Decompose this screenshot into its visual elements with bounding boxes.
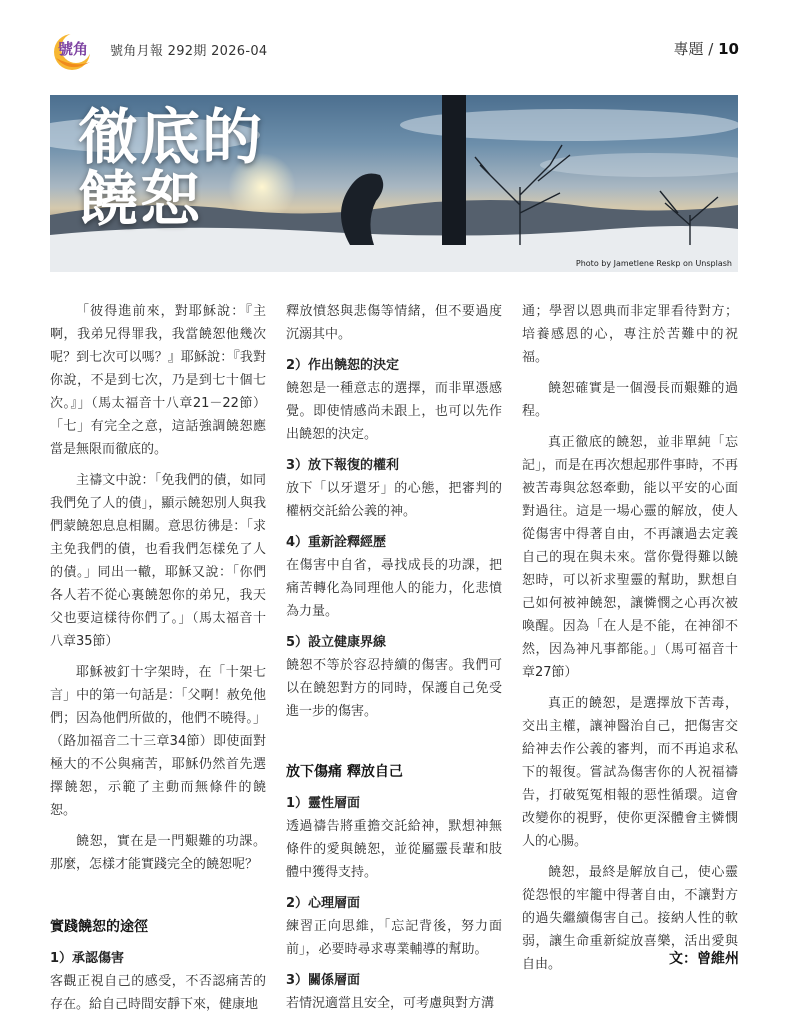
hero-image: [50, 95, 738, 272]
column-1: [50, 300, 266, 1024]
paragraph: 放下「以牙還牙」的心態，把審判的權柄交託給公義的神。: [286, 481, 502, 519]
paragraph: 通；學習以恩典而非定罪看待對方；培養感恩的心，專注於苦難中的祝福。: [522, 304, 738, 365]
paragraph: 若情況適當且安全，可考慮與對方溝: [286, 996, 495, 1011]
page-number: [674, 38, 739, 59]
article-title: [78, 103, 264, 235]
paragraph: 饒恕不等於容忍持續的傷害。我們可以在饒恕對方的同時，保護自己免受進一步的傷害。: [286, 658, 502, 719]
paragraph: 饒恕確實是一個漫長而艱難的過程。: [522, 381, 738, 419]
subheading: 5）設立健康界線: [286, 635, 387, 650]
subheading: 2）作出饒恕的決定: [286, 358, 400, 373]
magazine-logo: [50, 28, 100, 74]
section-heading: 實踐饒恕的途徑: [50, 919, 148, 935]
paragraph: 主禱文中說：「免我們的債，如同我們免了人的債」，顯示饒恕別人與我們蒙饒恕息息相關。意思彷彿是：「求主免我們的債，也看我們怎樣免了人的債。」同出一轍，耶穌又說：「你們各人若不從心裏饒恕你的弟兄，我天父也要這樣待你們了。」（馬太福音十八章35節）: [50, 473, 266, 649]
title-line-2: 饒恕: [78, 165, 202, 235]
column-2: [286, 300, 502, 1023]
page-number-value: 10: [718, 40, 739, 58]
paragraph: 透過禱告將重擔交託給神，默想神無條件的愛與饒恕，並從屬靈長輩和肢體中獲得支持。: [286, 819, 502, 880]
subheading: 3）關係層面: [286, 973, 361, 988]
paragraph: 耶穌被釘十字架時，在「十架七言」中的第一句話是：「父啊！赦免他們；因為他們所做的，他們不曉得。」（路加福音二十三章34節）即使面對極大的不公與痛苦，耶穌仍然首先選擇饒恕，示範了主動而無條件的饒恕。: [50, 665, 266, 818]
subheading: 1）靈性層面: [286, 796, 361, 811]
subheading: 3）放下報復的權利: [286, 458, 400, 473]
logo-text: 號角: [58, 40, 89, 58]
section-label: 專題 /: [673, 40, 719, 58]
title-line-1: 徹底的: [78, 103, 264, 173]
author-credit: 文：曾維州: [669, 951, 739, 967]
paragraph: 「彼得進前來，對耶穌說：『主啊，我弟兄得罪我，我當饒恕他幾次呢？到七次可以嗎？』耶穌說：『我對你說，不是到七次，乃是到七十個七次。』」（馬太福音十八章21－22節）「七」有完全之意，這話強調饒恕應當是無限而徹底的。: [50, 304, 266, 457]
paragraph: 釋放憤怒與悲傷等情緒，但不要過度沉溺其中。: [286, 304, 502, 342]
column-3: [522, 300, 738, 984]
section-heading: 放下傷痛 釋放自己: [286, 764, 403, 780]
paragraph: 饒恕是一種意志的選擇，而非單憑感覺。即使情感尚未跟上，也可以先作出饒恕的決定。: [286, 381, 502, 442]
subheading: 4）重新詮釋經歷: [286, 535, 387, 550]
photo-credit: Photo by Jametlene Reskp on Unsplash: [575, 259, 732, 268]
paragraph: 真正徹底的饒恕，並非單純「忘記」，而是在再次想起那件事時，不再被苦毒與忿怒牽動，能以平安的心面對過往。這是一場心靈的解放，使人從傷害中得著自由，不再讓過去定義自己的現在與未來。當你覺得難以饒恕時，可以祈求聖靈的幫助，默想自己如何被神饒恕，讓憐憫之心再次被喚醒。因為「在人是不能，在神卻不然，因為神凡事都能。」（馬可福音十章27節）: [522, 435, 738, 680]
paragraph: 真正的饒恕，是選擇放下苦毒，交出主權，讓神醫治自己，把傷害交給神去作公義的審判，而不再追求私下的報復。嘗試為傷害你的人祝福禱告，打破冤冤相報的惡性循環。這會改變你的視野，使你更深體會主憐憫人的心腸。: [522, 696, 738, 849]
paragraph: 在傷害中自省，尋找成長的功課，把痛苦轉化為同理他人的能力，化悲憤為力量。: [286, 558, 502, 619]
page-header: [0, 0, 797, 80]
paragraph: 饒恕，實在是一門艱難的功課。那麼，怎樣才能實踐完全的饒恕呢？: [50, 834, 266, 872]
paragraph: 練習正向思維，「忘記背後，努力面前」，必要時尋求專業輔導的幫助。: [286, 919, 502, 957]
paragraph: 饒恕，最終是解放自己，使心靈從怨恨的牢籠中得著自由，不讓對方的過失繼續傷害自己。接納人性的軟弱，讓生命重新綻放喜樂，活出愛與自由。: [522, 865, 738, 972]
subheading: 2）心理層面: [286, 896, 361, 911]
publication-info: 號角月報 292期 2026-04: [110, 44, 268, 59]
paragraph: 客觀正視自己的感受，不否認痛苦的存在。給自己時間安靜下來，健康地: [50, 974, 266, 1012]
subheading: 1）承認傷害: [50, 951, 125, 966]
